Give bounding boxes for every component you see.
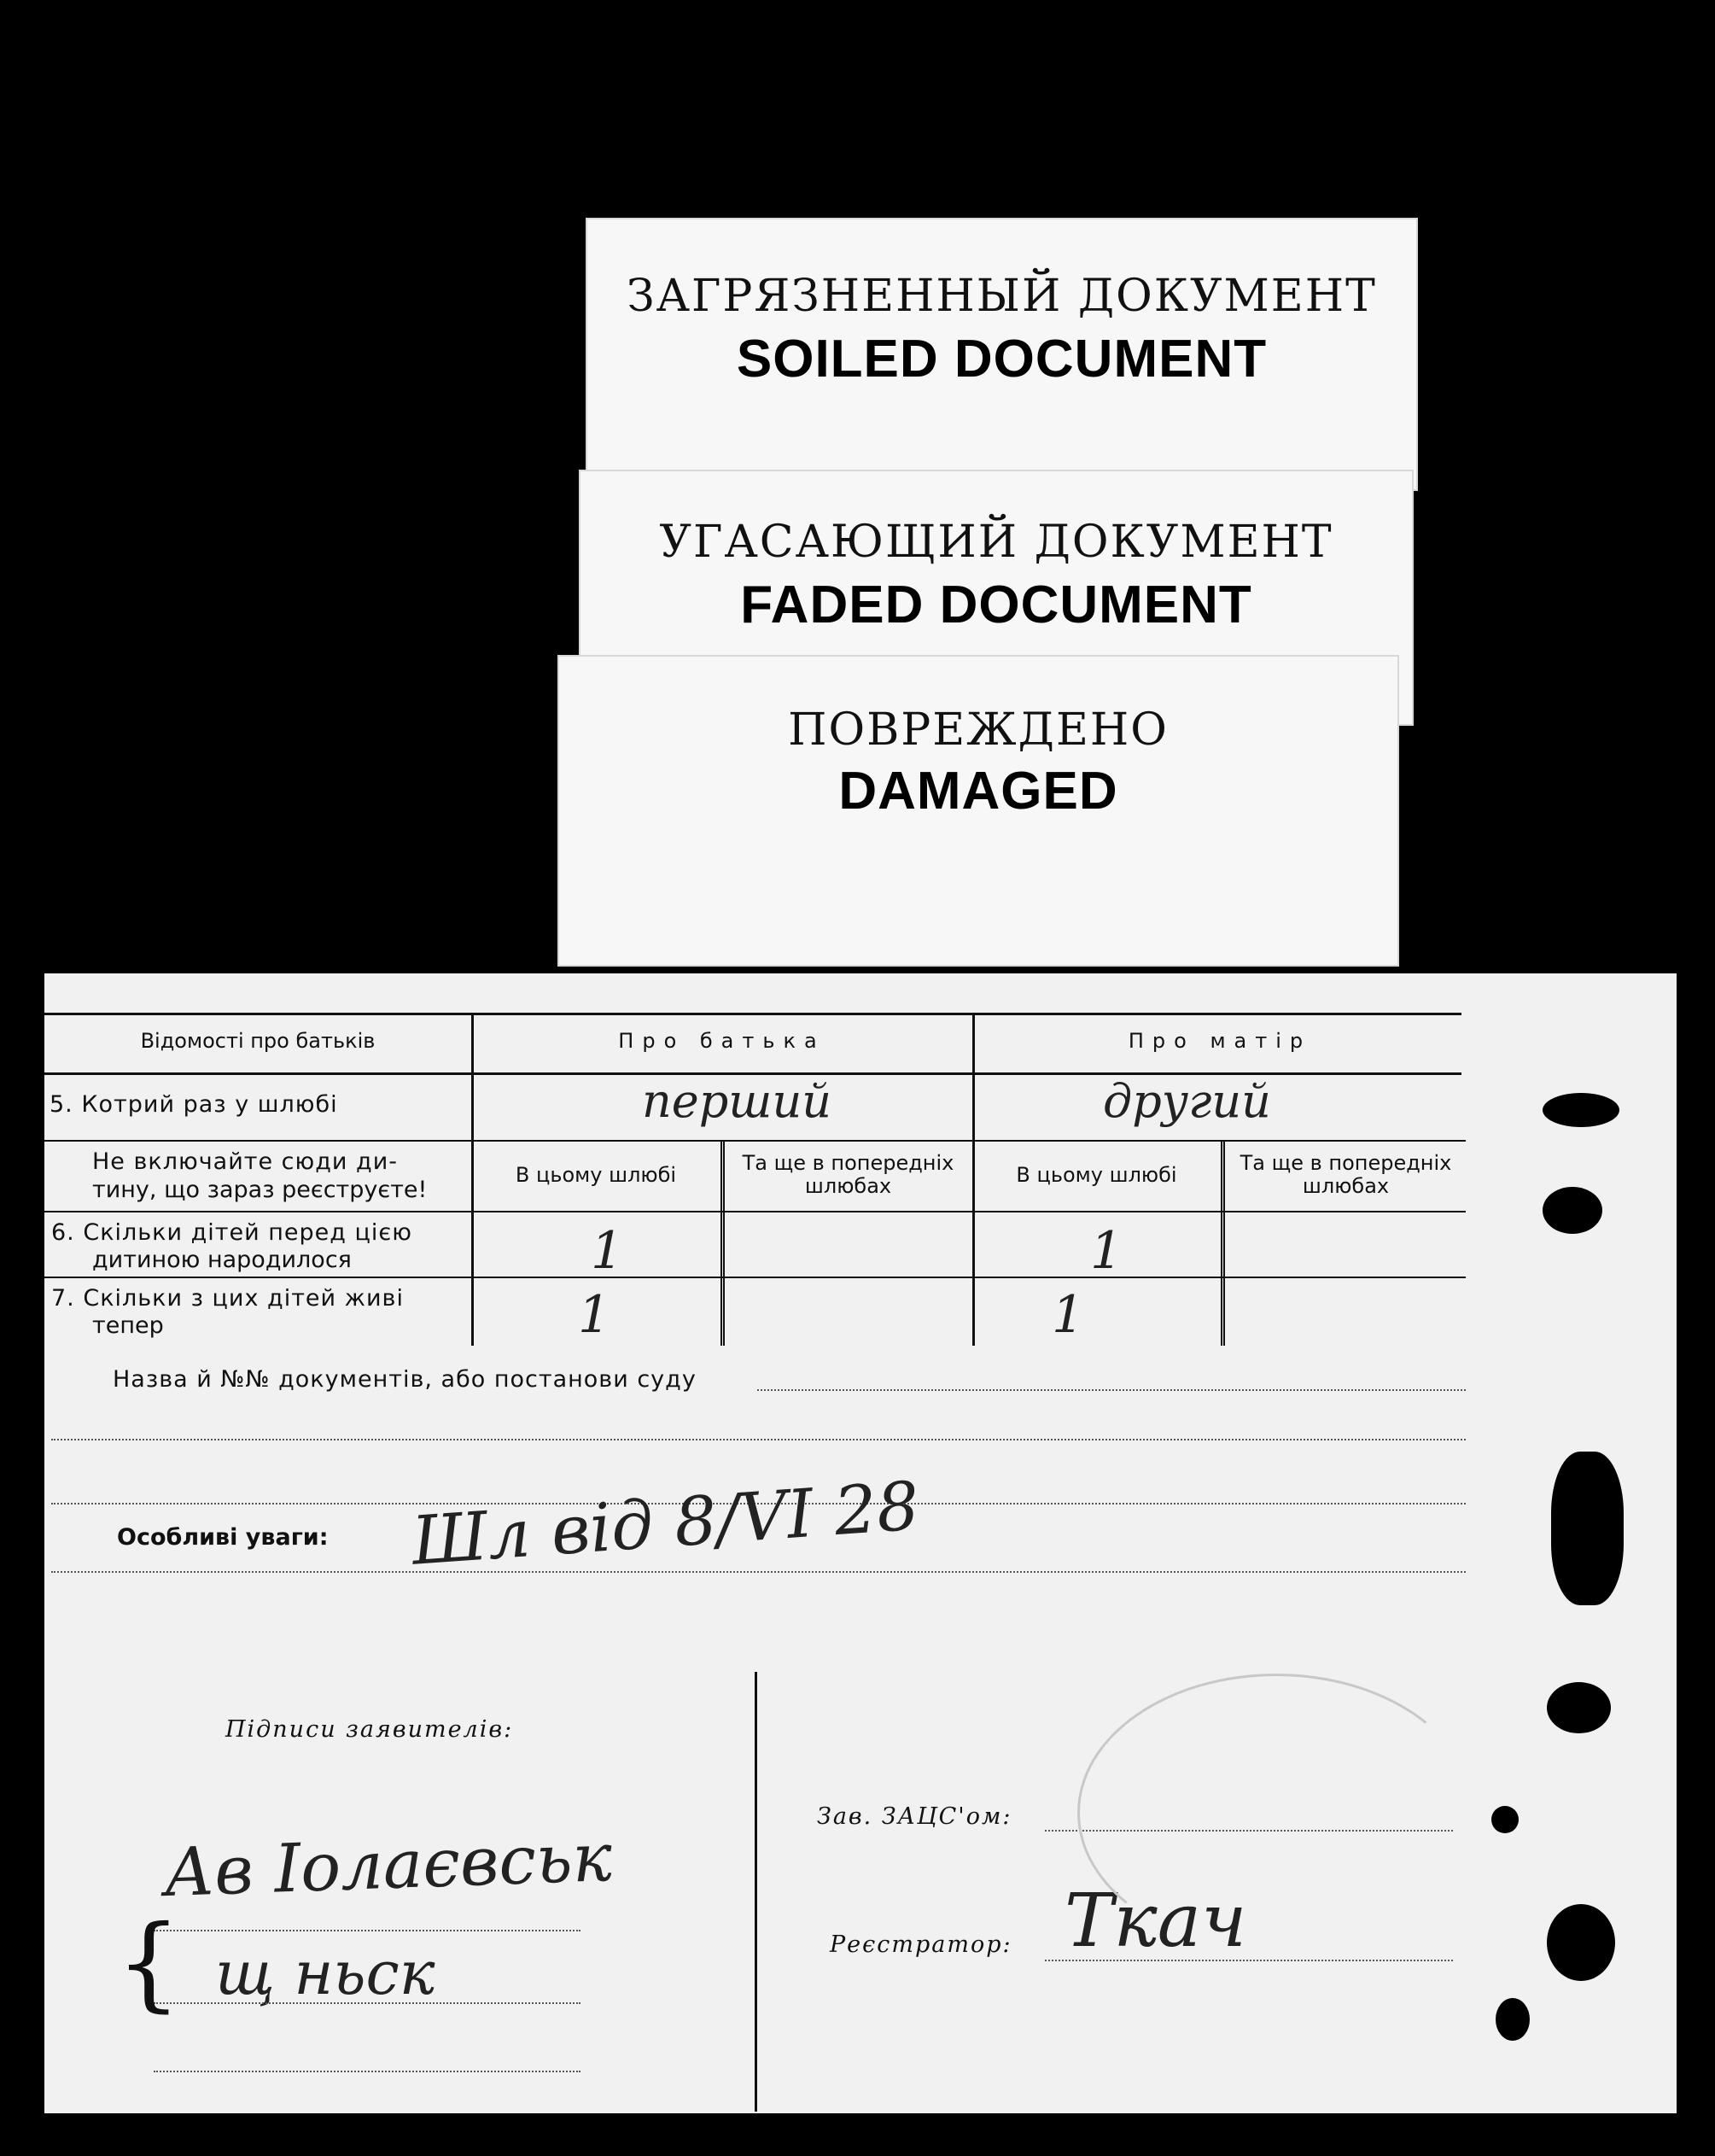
mother-children-before: 1 xyxy=(1090,1221,1123,1281)
documents-dotted-line xyxy=(757,1389,1466,1391)
row5-rule xyxy=(44,1140,1466,1142)
registrar-signature: Ткач xyxy=(1065,1878,1247,1964)
father-header: Про батька xyxy=(618,1029,825,1053)
documents-label: Назва й №№ документів, або постанови суду xyxy=(113,1366,697,1393)
father-previous-header-line2: шлюбах xyxy=(804,1174,892,1198)
applicant-line-1 xyxy=(154,1930,580,1931)
row6-rule xyxy=(44,1277,1466,1278)
damaged-document-card xyxy=(557,655,1399,967)
soiled-label-en: SOILED DOCUMENT xyxy=(736,330,1268,389)
row6-label-line1: 6. Скільки дітей перед цією xyxy=(51,1219,412,1246)
mother-previous-header-line2: шлюбах xyxy=(1302,1174,1390,1198)
documents-line-2 xyxy=(51,1439,1466,1440)
applicant-signature-2: щ ньск xyxy=(215,1938,435,2008)
soiled-document-card xyxy=(586,218,1418,491)
damage-hole-1 xyxy=(1543,1093,1619,1127)
mother-marriage-count: другий xyxy=(1103,1074,1271,1128)
row6-label-line2: дитиною народилося xyxy=(92,1247,352,1273)
signatures-divider xyxy=(755,1672,757,2112)
remarks-label: Особливі уваги: xyxy=(117,1524,329,1551)
faded-label-ru: УГАСАЮЩИЙ ДОКУМЕНТ xyxy=(659,517,1333,568)
head-label: Зав. ЗАЦС'ом: xyxy=(817,1803,1012,1830)
remarks-handwritten: Шл від 8/VI 28 xyxy=(409,1468,922,1580)
damaged-label-en: DAMAGED xyxy=(838,762,1118,821)
damage-hole-5 xyxy=(1491,1806,1519,1833)
father-previous-header-line1: Та ще в попередніх xyxy=(742,1151,954,1175)
row7-label-line1: 7. Скільки з цих дітей живі xyxy=(51,1285,404,1312)
father-children-before: 1 xyxy=(591,1221,624,1281)
soiled-label-ru: ЗАГРЯЗНЕННЫЙ ДОКУМЕНТ xyxy=(627,271,1377,322)
damage-hole-6 xyxy=(1547,1904,1615,1981)
applicant-brace: { xyxy=(116,1904,182,2023)
note-line1: Не включайте сюди ди- xyxy=(92,1148,398,1175)
mother-previous-header-line1: Та ще в попередніх xyxy=(1240,1151,1452,1175)
applicants-label: Підписи заявителів: xyxy=(225,1716,514,1743)
subheader-rule xyxy=(44,1211,1466,1212)
parents-info-header: Відомості про батьків xyxy=(140,1029,376,1053)
faded-label-en: FADED DOCUMENT xyxy=(740,576,1252,634)
applicant-line-3 xyxy=(154,2071,580,2072)
damage-hole-2 xyxy=(1543,1187,1602,1234)
faded-stamp-imprint xyxy=(1077,1674,1475,1952)
father-children-alive: 1 xyxy=(578,1285,611,1345)
row5-label: 5. Котрий раз у шлюбі xyxy=(50,1091,338,1118)
mother-this-marriage-header: В цьому шлюбі xyxy=(1016,1163,1177,1187)
damage-hole-4 xyxy=(1547,1682,1611,1733)
damaged-label-ru: ПОВРЕЖДЕНО xyxy=(788,704,1169,756)
applicant-line-2 xyxy=(154,2002,580,2004)
note-line2: тину, що зараз реєструєте! xyxy=(92,1177,428,1203)
registrar-label: Реєстратор: xyxy=(830,1931,1012,1958)
table-top-rule xyxy=(44,1013,1461,1015)
damage-hole-7 xyxy=(1496,1998,1530,2041)
applicant-signature-1: Ав Іолаєвськ xyxy=(162,1819,614,1913)
mother-header: Про матір xyxy=(1128,1029,1312,1053)
remarks-line xyxy=(51,1571,1466,1573)
father-this-marriage-header: В цьому шлюбі xyxy=(515,1163,677,1187)
row7-label-line2: тепер xyxy=(92,1312,164,1339)
father-marriage-count: перший xyxy=(642,1074,832,1128)
damage-hole-3 xyxy=(1551,1452,1624,1605)
registration-form xyxy=(44,973,1677,2113)
mother-children-alive: 1 xyxy=(1052,1285,1085,1345)
